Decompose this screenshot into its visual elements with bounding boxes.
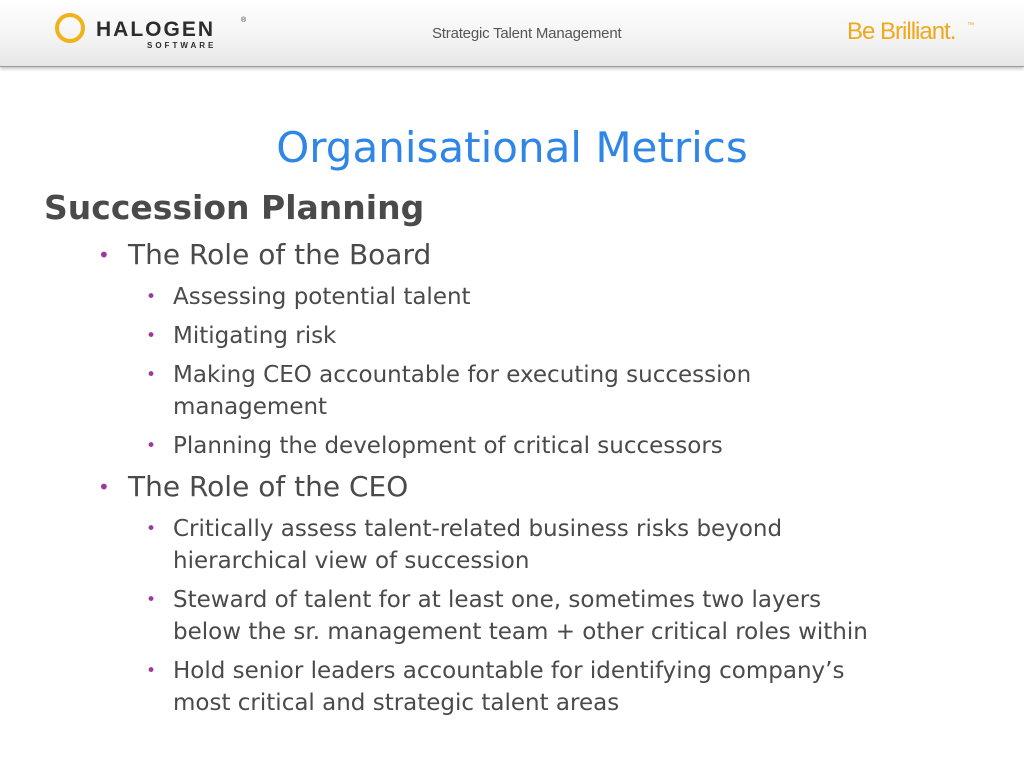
sub-item-line: Making CEO accountable for executing succession bbox=[173, 362, 752, 388]
bullet-dot-icon: • bbox=[146, 590, 157, 610]
bullet-dot-icon: • bbox=[98, 475, 110, 499]
sub-item-line: below the sr. management team + other critical roles within bbox=[173, 619, 868, 645]
sub-item-line: Hold senior leaders accountable for identifying company’s bbox=[173, 658, 845, 684]
section-label: The Role of the CEO bbox=[128, 470, 409, 503]
tagline: Be Brilliant. bbox=[847, 18, 956, 45]
bullet-dot-icon: • bbox=[146, 519, 157, 539]
sub-item-line: most critical and strategic talent areas bbox=[173, 690, 620, 716]
bullet-dot-icon: • bbox=[146, 436, 157, 456]
logo-registered-mark: ® bbox=[241, 17, 247, 24]
sub-item-line: Planning the development of critical successors bbox=[173, 433, 723, 459]
tagline-trademark: ™ bbox=[967, 22, 974, 29]
sub-item-line: Mitigating risk bbox=[173, 323, 337, 349]
bullet-dot-icon: • bbox=[98, 243, 110, 267]
sub-item-line: Critically assess talent-related business risks beyond bbox=[173, 516, 783, 542]
sub-item-line: Steward of talent for at least one, sometimes two layers bbox=[173, 587, 822, 613]
slide-title: Organisational Metrics bbox=[276, 123, 748, 172]
bullet-dot-icon: • bbox=[146, 326, 157, 346]
slide-subtitle: Succession Planning bbox=[44, 188, 425, 227]
section-label: The Role of the Board bbox=[128, 238, 432, 271]
bullet-dot-icon: • bbox=[146, 661, 157, 681]
sub-item-line: hierarchical view of succession bbox=[173, 548, 530, 574]
logo-text: HALOGEN bbox=[96, 18, 215, 41]
bullet-dot-icon: • bbox=[146, 365, 157, 385]
sub-item-line: management bbox=[173, 394, 328, 420]
sub-item-line: Assessing potential talent bbox=[173, 284, 471, 310]
logo-subtext: SOFTWARE bbox=[147, 41, 217, 50]
bullet-dot-icon: • bbox=[146, 287, 157, 307]
header-center-text: Strategic Talent Management bbox=[432, 25, 622, 42]
